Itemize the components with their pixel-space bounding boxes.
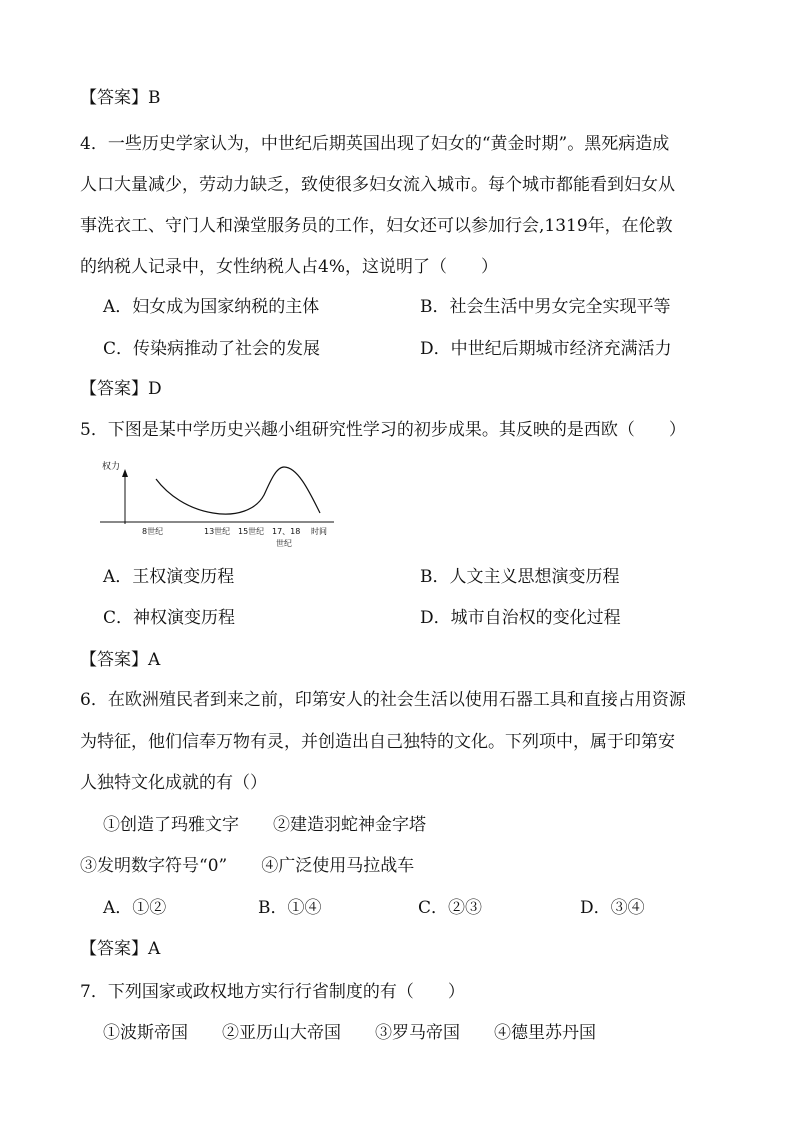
tick-label-8c: 8世纪 xyxy=(142,527,164,536)
q4-option-c: C．传染病推动了社会的发展 xyxy=(103,339,321,359)
x-axis-label: 时间 xyxy=(311,527,327,536)
q6-option-c: C．②③ xyxy=(418,898,483,918)
answer-q6: 【答案】A xyxy=(80,939,161,959)
q4-line-3: 事洗衣工、守门人和澡堂服务员的工作，妇女还可以参加行会,1319年，在伦敦 xyxy=(80,216,673,236)
tick-label-15c: 15世纪 xyxy=(238,527,265,536)
q4-option-a: A．妇女成为国家纳税的主体 xyxy=(103,297,320,317)
power-curve-figure xyxy=(98,455,343,555)
q4-line-1: 4．一些历史学家认为，中世纪后期英国出现了妇女的“黄金时期”。黑死病造成 xyxy=(80,134,670,154)
q5-option-a: A．王权演变历程 xyxy=(103,567,235,587)
answer-q3: 【答案】B xyxy=(80,88,161,108)
q6-option-d: D．③④ xyxy=(580,898,645,918)
tick-label-17-18: 17、18 xyxy=(272,527,301,536)
q4-line-2: 人口大量减少，劳动力缺乏，致使很多妇女流入城市。每个城市都能看到妇女从 xyxy=(80,175,675,195)
q6-line-2: 为特征，他们信奉万物有灵，并创造出自己独特的文化。下列项中，属于印第安 xyxy=(80,732,675,752)
q6-option-b: B．①④ xyxy=(258,898,322,918)
q7-stem: 7．下列国家或政权地方实行行省制度的有（ ） xyxy=(80,982,465,1002)
y-axis-label: 权力 xyxy=(102,462,121,472)
q6-items-1: ①创造了玛雅文字 ②建造羽蛇神金字塔 xyxy=(103,815,426,835)
tick-label-13c: 13世纪 xyxy=(204,527,231,536)
q4-option-d: D．中世纪后期城市经济充满活力 xyxy=(420,339,672,359)
q5-option-d: D．城市自治权的变化过程 xyxy=(420,608,621,628)
q7-items: ①波斯帝国 ②亚历山大帝国 ③罗马帝国 ④德里苏丹国 xyxy=(103,1023,596,1043)
q5-stem: 5．下图是某中学历史兴趣小组研究性学习的初步成果。其反映的是西欧（ ） xyxy=(80,420,686,440)
y-axis-arrow xyxy=(122,469,128,477)
q5-option-b: B．人文主义思想演变历程 xyxy=(420,567,620,587)
q6-line-1: 6．在欧洲殖民者到来之前，印第安人的社会生活以使用石器工具和直接占用资源 xyxy=(80,690,686,710)
answer-q5: 【答案】A xyxy=(80,650,161,670)
q6-option-a: A．①② xyxy=(103,898,167,918)
q4-line-4: 的纳税人记录中，女性纳税人占4%，这说明了（ ） xyxy=(80,257,498,277)
q4-option-b: B．社会生活中男女完全实现平等 xyxy=(420,297,671,317)
q6-items-2: ③发明数字符号“0” ④广泛使用马拉战车 xyxy=(80,856,415,876)
answer-q4: 【答案】D xyxy=(80,379,162,399)
q6-line-3: 人独特文化成就的有（） xyxy=(80,773,267,793)
q5-option-c: C．神权演变历程 xyxy=(103,608,236,628)
power-curve xyxy=(156,467,320,514)
tick-label-century: 世纪 xyxy=(276,539,292,548)
